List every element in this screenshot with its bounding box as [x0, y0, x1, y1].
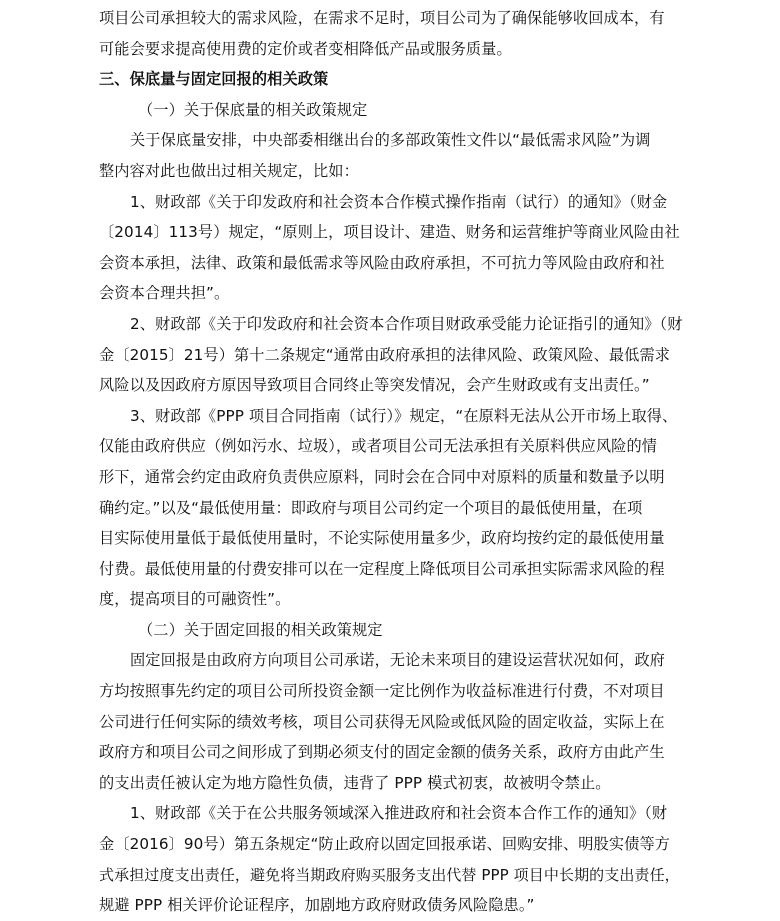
text-line: 金〔2015〕21号）第十二条规定“通常由政府承担的法律风险、政策风险、最低需求	[99, 345, 671, 364]
text-line: 规避 PPP 相关评价论证程序，加剧地方政府财政债务风险隐患。”	[99, 896, 535, 915]
paragraph-start-line: 关于保底量安排，中央部委相继出台的多部政策性文件以“最低需求风险”为调	[130, 131, 651, 150]
text-line: 整内容对此也做出过相关规定，比如：	[99, 161, 359, 180]
text-line: 付费。最低使用量的付费安排可以在一定程度上降低项目公司承担实际需求风险的程	[99, 559, 665, 578]
text-line: 可能会要求提高使用费的定价或者变相降低产品或服务质量。	[99, 39, 512, 58]
subsection-heading: （二）关于固定回报的相关政策规定	[138, 620, 383, 639]
text-line: 会资本合理共担”。	[99, 284, 230, 303]
text-line: 确约定。”以及“最低使用量：即政府与项目公司约定一个项目的最低使用量，在项	[99, 498, 643, 517]
text-line: 政府方和项目公司之间形成了到期必须支付的固定金额的债务关系，政府方由此产生	[99, 743, 665, 762]
text-line: 仅能由政府供应（例如污水、垃圾），或者项目公司无法承担有关原料供应风险的情	[99, 437, 658, 456]
document-page	[99, 3, 683, 921]
paragraph-start-line: 2、财政部《关于印发政府和社会资本合作项目财政承受能力论证指引的通知》（财	[130, 314, 683, 333]
paragraph-start-line: 1、财政部《关于在公共服务领域深入推进政府和社会资本合作工作的通知》（财	[130, 804, 668, 823]
text-line: 会资本承担，法律、政策和最低需求等风险由政府承担，不可抗力等风险由政府和社	[99, 253, 665, 272]
text-line: 式承担过度支出责任，避免将当期政府购买服务支出代替 PPP 项目中长期的支出责任，	[99, 865, 680, 884]
text-line: 金〔2016〕90号）第五条规定“防止政府以固定回报承诺、回购安排、明股实债等方	[99, 835, 671, 854]
text-line: 的支出责任被认定为地方隐性负债，违背了 PPP 模式初衷，故被明令禁止。	[99, 773, 611, 792]
paragraph-start-line: 3、财政部《PPP 项目合同指南（试行）》规定，“在原料无法从公开市场上取得、	[130, 406, 678, 425]
subsection-heading: （一）关于保底量的相关政策规定	[138, 100, 368, 119]
text-line: 〔2014〕113号）规定，“原则上，项目设计、建造、财务和运营维护等商业风险由社	[99, 223, 680, 242]
text-line: 度，提高项目的可融资性”。	[99, 590, 291, 609]
paragraph-start-line: 固定回报是由政府方向项目公司承诺，无论未来项目的建设运营状况如何，政府	[130, 651, 666, 670]
text-line: 目实际使用量低于最低使用量时，不论实际使用量多少，政府均按约定的最低使用量	[99, 529, 665, 548]
text-line: 项目公司承担较大的需求风险，在需求不足时，项目公司为了确保能够收回成本，有	[99, 9, 665, 27]
text-line: 风险以及因政府方原因导致项目合同终止等突发情况，会产生财政或有支出责任。”	[99, 376, 650, 395]
section-heading: 三、保底量与固定回报的相关政策	[99, 70, 329, 89]
text-line: 形下，通常会约定由政府负责供应原料，同时会在合同中对原料的质量和数量予以明	[99, 467, 665, 486]
paragraph-start-line: 1、财政部《关于印发政府和社会资本合作模式操作指南（试行）的通知》（财金	[130, 192, 668, 211]
text-line: 方均按照事先约定的项目公司所投资金额一定比例作为收益标准进行付费，不对项目	[99, 682, 665, 701]
text-line: 公司进行任何实际的绩效考核，项目公司获得无风险或低风险的固定收益，实际上在	[99, 712, 665, 731]
